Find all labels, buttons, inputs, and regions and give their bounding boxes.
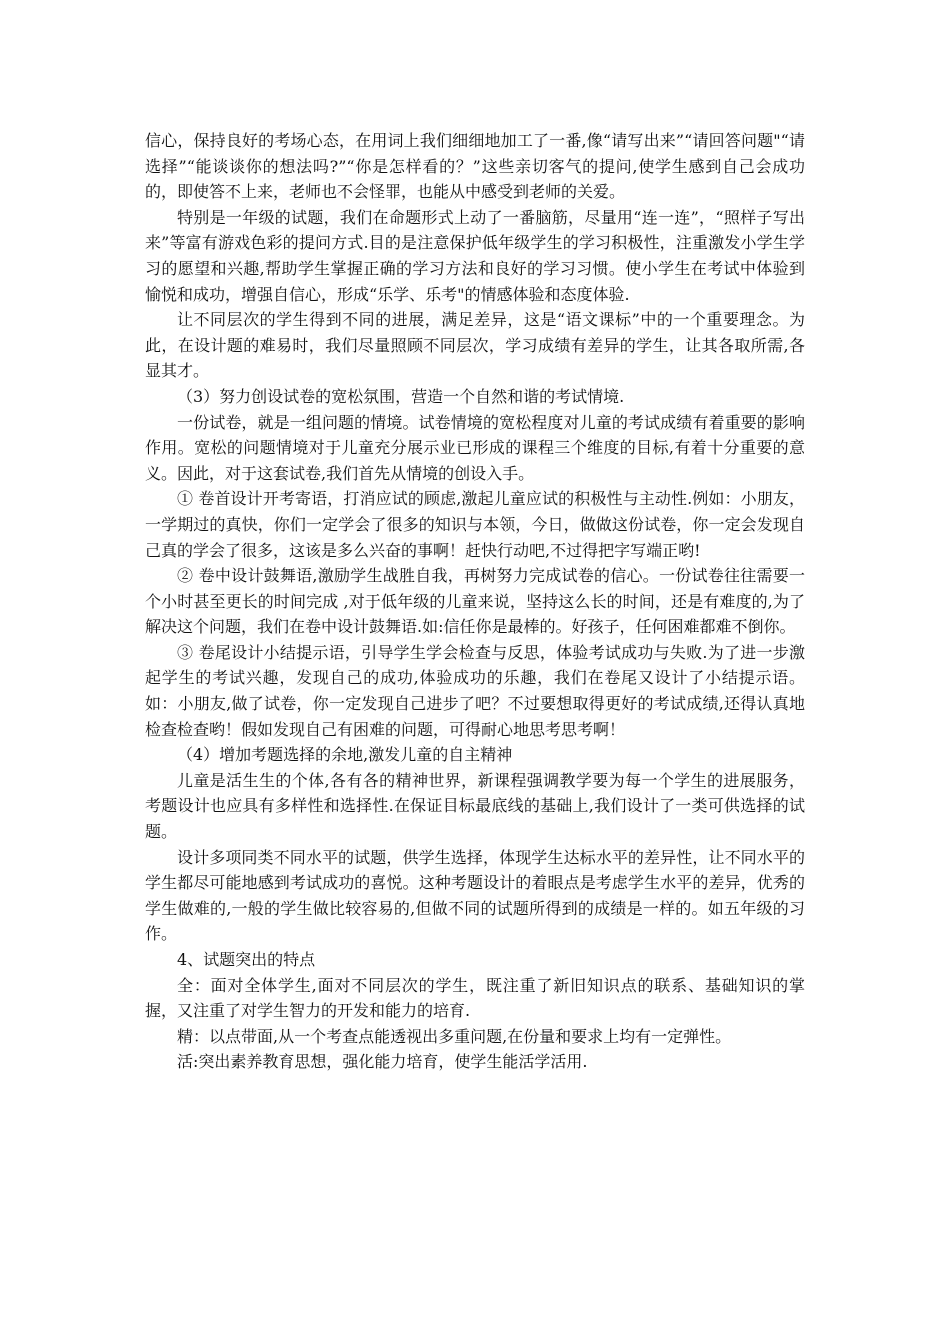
paragraph: 一份试卷，就是一组问题的情境。试卷情境的宽松程度对儿童的考试成绩有着重要的影响作用。宽松的问题情境对于儿童充分展示业已形成的课程三个维度的目标,有着十分重要的意义。因此，对于这套试卷,我们首先从情境的创设入手。 xyxy=(145,412,805,483)
paragraph: 特别是一年级的试题，我们在命题形式上动了一番脑筋，尽量用“连一连”，“照样子写出来”等富有游戏色彩的提问方式.目的是注意保护低年级学生的学习积极性，注重激发小学生学习的愿望和兴趣,帮助学生掌握正确的学习方法和良好的学习习惯。使小学生在考试中体验到愉悦和成功，增强自信心，形成“乐学、乐考"的情感体验和态度体验. xyxy=(145,207,805,304)
paragraph: ② 卷中设计鼓舞语,激励学生战胜自我，再树努力完成试卷的信心。一份试卷往往需要一个小时甚至更长的时间完成 ,对于低年级的儿童来说，坚持这么长的时间，还是有难度的,为了解决这个问题，我们在卷中设计鼓舞语.如:信任你是最棒的。好孩子，任何困难都难不倒你。 xyxy=(145,566,805,637)
paragraph: 儿童是活生生的个体,各有各的精神世界，新课程强调教学要为每一个学生的进展服务，考题设计也应具有多样性和选择性.在保证目标最底线的基础上,我们设计了一类可供选择的试题。 xyxy=(145,770,805,842)
paragraph: 信心，保持良好的考场心态，在用词上我们细细地加工了一番,像“请写出来”“请回答问题"“请选择”“能谈谈你的想法吗?”“你是怎样看的？”这些亲切客气的提问,使学生感到自己会成功的，即使答不上来，老师也不会怪罪，也能从中感受到老师的关爱。 xyxy=(145,131,805,202)
section-heading: （3）努力创设试卷的宽松氛围，营造一个自然和谐的考试情境. xyxy=(177,386,625,406)
paragraph: 活:突出素养教育思想，强化能力培育，使学生能活学活用. xyxy=(177,1052,588,1072)
document-page xyxy=(145,128,805,1075)
paragraph: 设计多项同类不同水平的试题，供学生选择，体现学生达标水平的差异性，让不同水平的学生都尽可能地感到考试成功的喜悦。这种考题设计的着眼点是考虑学生水平的差异，优秀的学生做难的,一般的学生做比较容易的,但做不同的试题所得到的成绩是一样的。如五年级的习作。 xyxy=(145,847,805,944)
section-heading: （4）增加考题选择的余地,激发儿童的自主精神 xyxy=(177,745,513,765)
paragraph: ③ 卷尾设计小结提示语，引导学生学会检查与反思，体验考试成功与失败.为了进一步激起学生的考试兴趣，发现自己的成功,体验成功的乐趣，我们在卷尾又设计了小结提示语。如：小朋友,做了试卷，你一定发现自己进步了吧？不过要想取得更好的考试成绩,还得认真地检查检查哟！假如发现自己有困难的问题，可得耐心地思考思考啊！ xyxy=(145,642,805,739)
paragraph: 全：面对全体学生,面对不同层次的学生，既注重了新旧知识点的联系、基础知识的掌握，又注重了对学生智力的开发和能力的培育. xyxy=(145,975,805,1021)
paragraph: ① 卷首设计开考寄语，打消应试的顾虑,激起儿童应试的积极性与主动性.例如：小朋友，一学期过的真快，你们一定学会了很多的知识与本领，今日，做做这份试卷，你一定会发现自己真的学会了很多，这该是多么兴奋的事啊！赶快行动吧,不过得把字写端正哟! xyxy=(145,489,805,560)
paragraph: 让不同层次的学生得到不同的进展，满足差异，这是“语文课标”中的一个重要理念。为此，在设计题的难易时，我们尽量照顾不同层次，学习成绩有差异的学生，让其各取所需,各显其才。 xyxy=(145,310,805,381)
section-heading: 4、试题突出的特点 xyxy=(177,950,316,969)
paragraph: 精：以点带面,从一个考查点能透视出多重问题,在份量和要求上均有一定弹性。 xyxy=(177,1026,732,1046)
